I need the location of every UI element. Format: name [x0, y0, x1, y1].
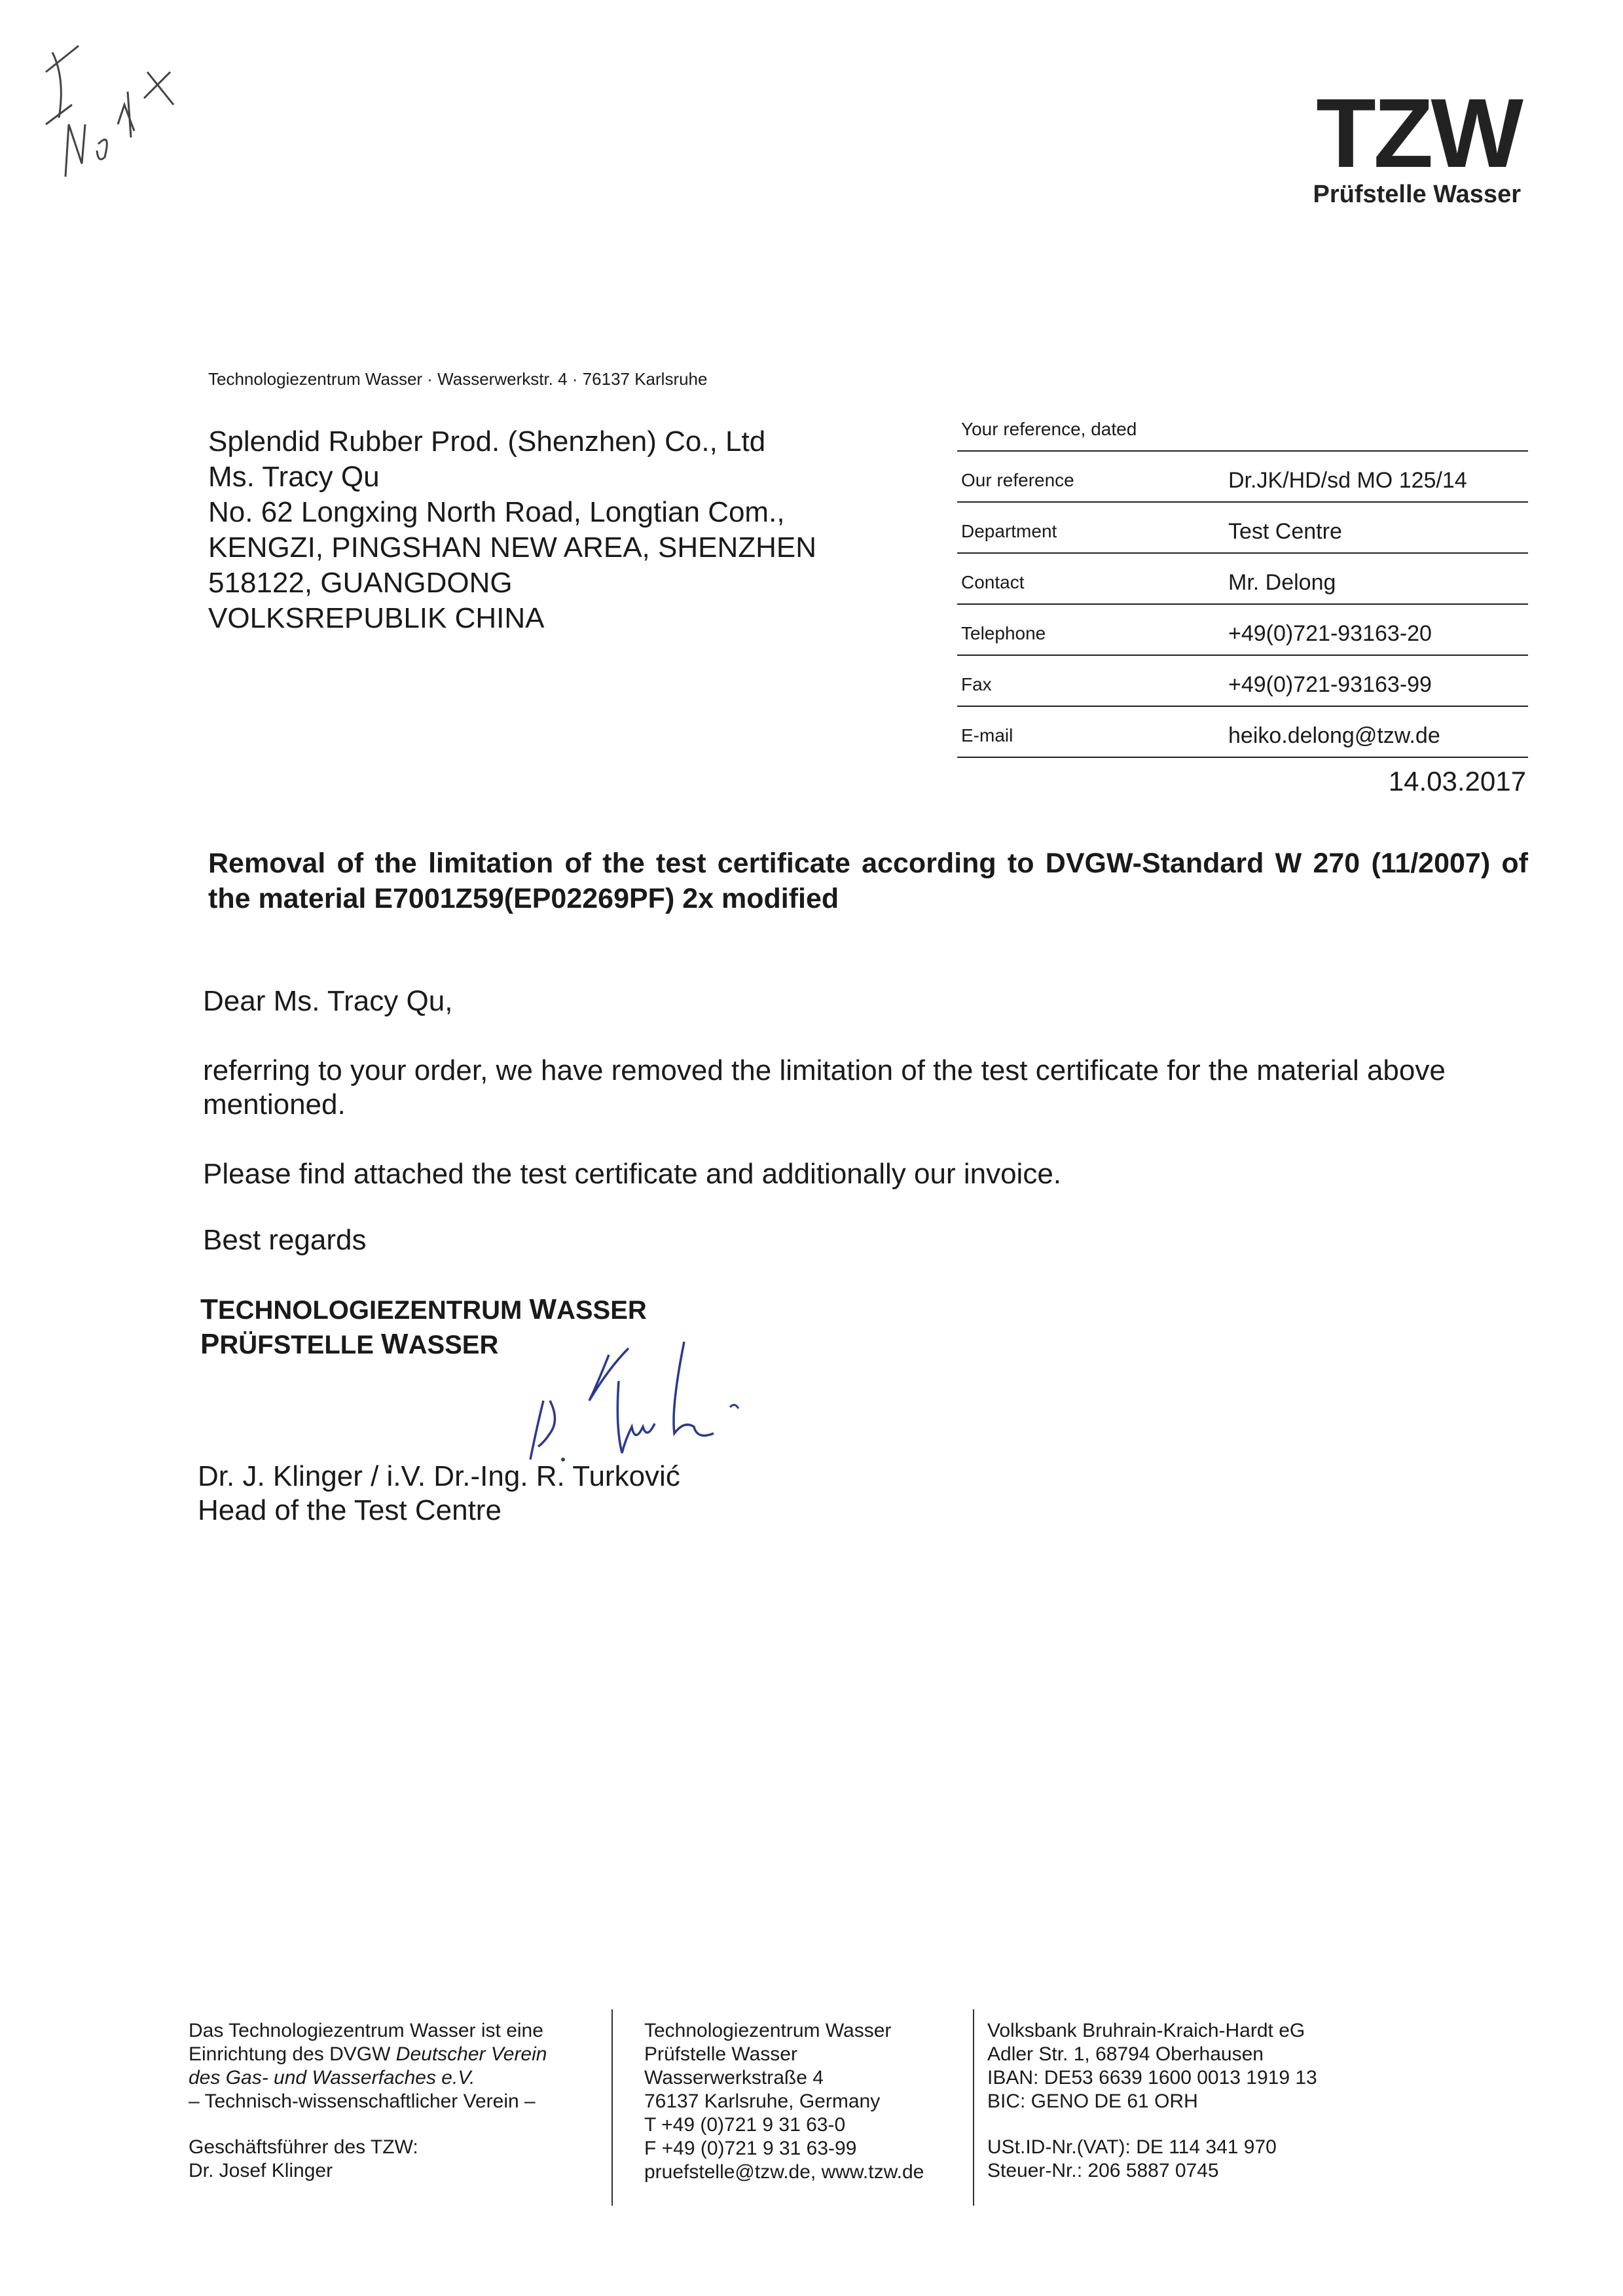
letter-subject: Removal of the limitation of the test certificate according to DVGW-Standard W 270 (11/2007) of the material E7001Z59(EP02269PF) 2x modified: [208, 848, 1528, 914]
footer-line: Prüfstelle Wasser: [644, 2043, 797, 2065]
letter-date: 14.03.2017: [1388, 766, 1526, 797]
footer-line: Einrichtung des DVGW Deutscher Verein: [189, 2043, 547, 2065]
footer-line: USt.ID-Nr.(VAT): DE 114 341 970: [987, 2136, 1277, 2158]
footer-line: des Gas- und Wasserfaches e.V.: [189, 2067, 475, 2089]
footer-line: Steuer-Nr.: 206 5887 0745: [987, 2160, 1219, 2181]
logo-subtitle: Prüfstelle Wasser: [1313, 181, 1521, 208]
footer-line: Adler Str. 1, 68794 Oberhausen: [987, 2043, 1264, 2065]
organization-line: TECHNOLOGIEZENTRUM WASSER: [200, 1293, 647, 1325]
footer-line: Dr. Josef Klinger: [189, 2160, 333, 2181]
reference-label: Fax: [961, 674, 992, 694]
footer-line: F +49 (0)721 9 31 63-99: [644, 2138, 857, 2159]
footer-divider: [973, 2009, 974, 2206]
footer-line: Technologiezentrum Wasser: [644, 2020, 892, 2041]
footer-line: – Technisch-wissenschaftlicher Verein –: [189, 2090, 536, 2112]
recipient-line: KENGZI, PINGSHAN NEW AREA, SHENZHEN: [208, 531, 817, 564]
footer-divider: [611, 2009, 613, 2206]
footer-line: 76137 Karlsruhe, Germany: [644, 2090, 881, 2112]
reference-row: [957, 554, 1528, 605]
body-paragraph: referring to your order, we have removed the limitation of the test certificate for the material above mentioned.: [203, 1054, 1446, 1121]
reference-row: [957, 503, 1528, 554]
footer-column-bank: [987, 2019, 1317, 2183]
reference-label: Telephone: [961, 623, 1046, 643]
recipient-address: [208, 424, 816, 636]
footer-line: pruefstelle@tzw.de, www.tzw.de: [644, 2161, 924, 2183]
footer-line: T +49 (0)721 9 31 63-0: [644, 2114, 846, 2136]
reference-label: Our reference: [961, 470, 1074, 490]
footer-line: BIC: GENO DE 61 ORH: [987, 2090, 1198, 2112]
reference-label: Your reference, dated: [961, 419, 1137, 439]
reference-label: Contact: [961, 572, 1025, 592]
handwritten-note: [20, 26, 190, 177]
signer-name: Dr. J. Klinger / i.V. Dr.-Ing. R. Turković: [198, 1460, 680, 1492]
reference-row: [957, 406, 1528, 452]
footer-column-organization: [189, 2019, 547, 2183]
reference-row: [957, 656, 1528, 707]
reference-label: E-mail: [961, 725, 1013, 745]
footer-line: IBAN: DE53 6639 1600 0013 1919 13: [987, 2067, 1317, 2089]
reference-table: [957, 406, 1528, 758]
closing: Best regards: [203, 1224, 367, 1256]
organization-line: PRÜFSTELLE WASSER: [200, 1328, 499, 1360]
footer-line: Volksbank Bruhrain-Kraich-Hardt eG: [987, 2020, 1305, 2041]
body-paragraph: Please find attached the test certificate and additionally our invoice.: [203, 1158, 1062, 1190]
reference-value: Mr. Delong: [1228, 570, 1336, 595]
recipient-line: VOLKSREPUBLIK CHINA: [208, 602, 545, 634]
reference-value: Dr.JK/HD/sd MO 125/14: [1228, 468, 1467, 493]
reference-value: +49(0)721-93163-99: [1228, 672, 1432, 697]
tzw-logo: [1313, 78, 1521, 209]
reference-row: [957, 452, 1528, 503]
recipient-line: Splendid Rubber Prod. (Shenzhen) Co., Ltd: [208, 425, 766, 457]
salutation: Dear Ms. Tracy Qu,: [203, 985, 453, 1017]
reference-value: Test Centre: [1228, 519, 1342, 544]
recipient-line: Ms. Tracy Qu: [208, 461, 380, 493]
signer-block: [198, 1460, 680, 1528]
reference-label: Department: [961, 521, 1057, 541]
sender-return-address: Technologiezentrum Wasser · Wasserwerkstr. 4 · 76137 Karlsruhe: [208, 369, 708, 389]
recipient-line: 518122, GUANGDONG: [208, 567, 513, 599]
logo-title: TZW: [1316, 78, 1521, 188]
reference-value: +49(0)721-93163-20: [1228, 621, 1432, 646]
footer-line: Das Technologiezentrum Wasser ist eine: [189, 2020, 543, 2041]
footer-line: Wasserwerkstraße 4: [644, 2067, 824, 2089]
recipient-line: No. 62 Longxing North Road, Longtian Com.,: [208, 496, 785, 528]
reference-row: [957, 707, 1528, 758]
reference-row: [957, 605, 1528, 656]
signer-title: Head of the Test Centre: [198, 1494, 501, 1526]
footer-column-contact: [644, 2019, 924, 2184]
handwritten-signature: [498, 1329, 838, 1479]
footer-line: Geschäftsführer des TZW:: [189, 2136, 418, 2158]
reference-value: heiko.delong@tzw.de: [1228, 723, 1440, 748]
